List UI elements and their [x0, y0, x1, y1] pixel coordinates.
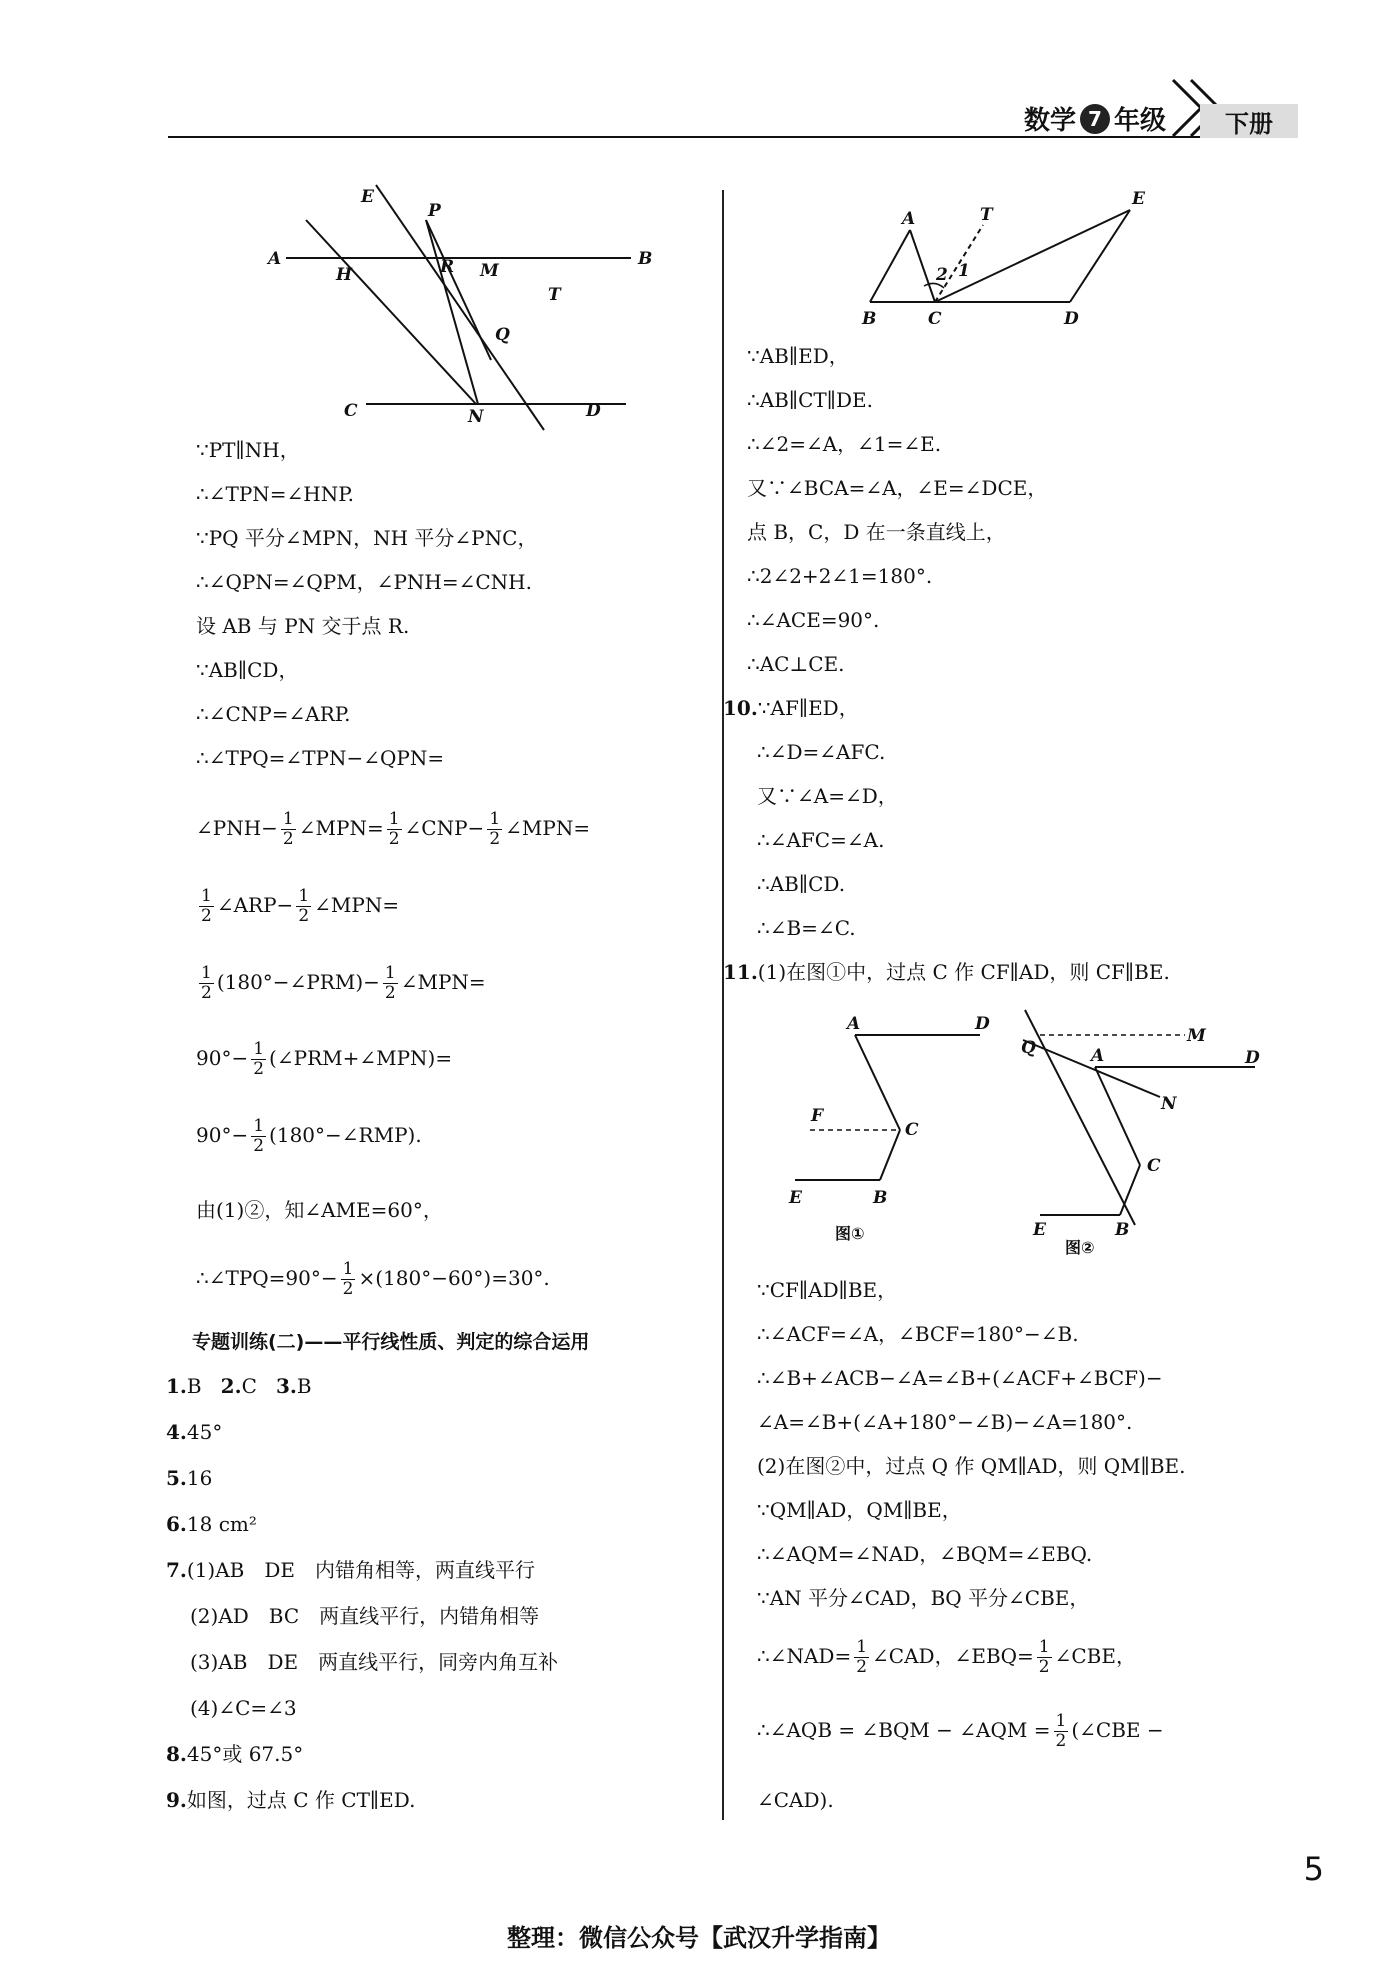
left-frac-line-4: 90°− $\frac{1}{2}$ (∠PRM+∠MPN)=: [196, 1039, 453, 1079]
column-divider: [722, 190, 724, 1820]
fig-left-label-q: Q: [495, 325, 510, 345]
q10-line-2: ∴∠D=∠AFC.: [757, 740, 886, 764]
fig-q9-label-2: 2: [936, 265, 948, 285]
left-frac-line-2: $\frac{1}{2}$ ∠ARP− $\frac{1}{2}$ ∠MPN=: [201, 886, 400, 926]
fig-left-label-r: R: [440, 257, 455, 277]
q11-line-5: (2)在图②中，过点 Q 作 QM∥AD，则 QM∥BE.: [757, 1454, 1186, 1478]
q11-line-3: ∴∠B+∠ACB−∠A=∠B+(∠ACF+∠BCF)−: [757, 1366, 1163, 1390]
right-line-3: ∴∠2=∠A，∠1=∠E.: [747, 432, 942, 456]
fig1-label-e: E: [789, 1188, 802, 1208]
fig-left-label-p: P: [428, 201, 441, 221]
fig-left-label-a: A: [268, 249, 282, 269]
left-line-7: ∴∠CNP=∠ARP.: [196, 702, 351, 726]
header-title: [1024, 100, 1166, 137]
left-line-3: ∵PQ 平分∠MPN，NH 平分∠PNC，: [196, 526, 538, 550]
right-line-8: ∴AC⊥CE.: [747, 652, 845, 676]
fraction-half: $\frac{1}{2}$: [282, 809, 294, 849]
left-line-6: ∵AB∥CD，: [196, 658, 299, 682]
fig-left-label-e: E: [361, 187, 374, 207]
header-subject: 数学: [1023, 106, 1076, 136]
fraction-half: $\frac{1}{2}$: [201, 886, 212, 926]
fraction-half: $\frac{1}{2}$: [388, 809, 400, 849]
fraction-half: $\frac{1}{2}$: [856, 1637, 868, 1677]
fig-q9-label-e: E: [1132, 189, 1145, 209]
answer-8: 8.45°或 67.5°: [166, 1742, 304, 1766]
q11-line-9: ∠CAD).: [757, 1788, 834, 1812]
q10-line-5: ∴AB∥CD.: [757, 872, 846, 896]
fig2-label-n: N: [1161, 1094, 1177, 1114]
fraction-half: $\frac{1}{2}$: [1055, 1711, 1067, 1751]
q10-line-6: ∴∠B=∠C.: [757, 916, 856, 940]
fig-left-label-t: T: [548, 285, 561, 305]
fig1-label-b: B: [873, 1188, 888, 1208]
answer-6: 6.18 cm²: [166, 1512, 257, 1536]
right-line-1: ∵AB∥ED，: [747, 344, 849, 368]
fig1-caption: 图①: [835, 1224, 865, 1243]
q10-line-3: 又∵∠A=∠D，: [757, 784, 898, 808]
q11-frac-line-1: ∴∠NAD= $\frac{1}{2}$ ∠CAD，∠EBQ= $\frac{1}{2}$ ∠CBE，: [757, 1637, 1136, 1677]
fig1-label-c: C: [905, 1120, 919, 1140]
fig-q9-label-b: B: [862, 309, 877, 329]
fraction-half: $\frac{1}{2}$: [1038, 1637, 1050, 1677]
fig2-caption: 图②: [1065, 1238, 1095, 1255]
fraction-half: $\frac{1}{2}$: [489, 809, 501, 849]
fig-left-label-b: B: [638, 249, 653, 269]
left-line-8: ∴∠TPQ=∠TPN−∠QPN=: [196, 746, 445, 770]
figure-parallel-lines: [266, 180, 666, 440]
answer-5: 5.16: [166, 1466, 213, 1490]
answer-4: 4.45°: [166, 1420, 223, 1444]
answer-7-3: (3)AB DE 两直线平行，同旁内角互补: [190, 1650, 559, 1674]
fig2-label-c: C: [1147, 1156, 1161, 1176]
fig-left-label-h: H: [336, 265, 353, 285]
fig2-label-d: D: [1245, 1048, 1260, 1068]
q10-line-1: 10.∵AF∥ED，: [723, 696, 859, 720]
answer-9: 9.如图，过点 C 作 CT∥ED.: [166, 1788, 416, 1812]
right-line-6: ∴2∠2+2∠1=180°.: [747, 564, 933, 588]
fig2-label-b: B: [1115, 1220, 1130, 1240]
fig-q9-label-d: D: [1064, 309, 1079, 329]
fraction-half: $\frac{1}{2}$: [298, 886, 310, 926]
page-number: 5: [1303, 1850, 1324, 1888]
q11-line-4: ∠A=∠B+(∠A+180°−∠B)−∠A=180°.: [757, 1410, 1133, 1434]
fig-left-label-c: C: [344, 401, 358, 421]
fig-q9-label-1: 1: [958, 261, 970, 281]
footer-source: 整理：微信公众号【武汉升学指南】: [507, 1924, 891, 1952]
left-line-4: ∴∠QPN=∠QPM，∠PNH=∠CNH.: [196, 570, 532, 594]
fraction-half: $\frac{1}{2}$: [384, 963, 396, 1003]
figure-q9: [850, 180, 1210, 330]
fig1-label-d: D: [975, 1014, 990, 1034]
fig-q9-label-c: C: [928, 309, 942, 329]
fig2-label-e: E: [1033, 1220, 1046, 1240]
q11-line-8: ∵AN 平分∠CAD，BQ 平分∠CBE，: [757, 1586, 1090, 1610]
answer-7-2: (2)AD BC 两直线平行，内错角相等: [190, 1604, 540, 1628]
q11-line-7: ∴∠AQM=∠NAD，∠BQM=∠EBQ.: [757, 1542, 1093, 1566]
left-frac-line-6: ∴∠TPQ=90°− $\frac{1}{2}$ ×(180°−60°)=30°.: [196, 1259, 550, 1299]
figure-q11: [775, 1005, 1295, 1255]
fraction-half: $\frac{1}{2}$: [201, 963, 212, 1003]
q10-line-4: ∴∠AFC=∠A.: [757, 828, 885, 852]
fig-left-label-m: M: [480, 261, 499, 281]
fraction-half: $\frac{1}{2}$: [342, 1259, 354, 1299]
fig-q9-label-a: A: [902, 209, 916, 229]
volume-tab: 下册: [1200, 104, 1298, 138]
q11-line-1: ∵CF∥AD∥BE，: [757, 1278, 898, 1302]
answer-7-4: (4)∠C=∠3: [190, 1696, 297, 1720]
fraction-half: $\frac{1}{2}$: [253, 1116, 265, 1156]
right-line-7: ∴∠ACE=90°.: [747, 608, 880, 632]
q11-line-6: ∵QM∥AD，QM∥BE，: [757, 1498, 962, 1522]
section-title: 专题训练(二)——平行线性质、判定的综合运用: [192, 1331, 590, 1353]
header-grade: 年级: [1113, 106, 1166, 136]
right-line-5: 点 B，C，D 在一条直线上，: [747, 520, 1006, 544]
fraction-half: $\frac{1}{2}$: [253, 1039, 265, 1079]
left-line-1: ∵PT∥NH，: [196, 438, 300, 462]
fig2-label-a: A: [1091, 1046, 1105, 1066]
right-line-2: ∴AB∥CT∥DE.: [747, 388, 873, 412]
q11-intro: 11.(1)在图①中，过点 C 作 CF∥AD，则 CF∥BE.: [723, 960, 1170, 984]
fig-q9-label-t: T: [980, 205, 993, 225]
left-frac-line-1: ∠PNH− $\frac{1}{2}$ ∠MPN= $\frac{1}{2}$ ∠CNP− $\frac{1}{2}$ ∠MPN=: [196, 809, 591, 849]
answer-7-1: 7.(1)AB DE 内错角相等，两直线平行: [166, 1558, 535, 1582]
grade-badge: 7: [1080, 104, 1110, 134]
left-frac-line-3: $\frac{1}{2}$ (180°−∠PRM)− $\frac{1}{2}$ ∠MPN=: [201, 963, 486, 1003]
left-frac-line-5: 90°− $\frac{1}{2}$ (180°−∠RMP).: [196, 1116, 422, 1156]
right-line-4: 又∵∠BCA=∠A，∠E=∠DCE，: [747, 476, 1048, 500]
fig1-label-f: F: [811, 1106, 824, 1126]
fig2-label-m: M: [1187, 1026, 1206, 1046]
fig1-label-a: A: [847, 1014, 861, 1034]
answer-1-3: 1.B 2.C 3.B: [166, 1374, 312, 1398]
left-line-2: ∴∠TPN=∠HNP.: [196, 482, 354, 506]
fig-left-label-d: D: [586, 401, 601, 421]
fig2-label-q: Q: [1021, 1038, 1036, 1058]
q11-line-2: ∴∠ACF=∠A，∠BCF=180°−∠B.: [757, 1322, 1079, 1346]
fig-left-label-n: N: [468, 407, 484, 427]
left-line-9: 由(1)②，知∠AME=60°，: [196, 1198, 443, 1222]
q11-frac-line-2: ∴∠AQB = ∠BQM − ∠AQM = $\frac{1}{2}$ (∠CBE −: [757, 1711, 1164, 1751]
left-line-5: 设 AB 与 PN 交于点 R.: [196, 614, 410, 638]
